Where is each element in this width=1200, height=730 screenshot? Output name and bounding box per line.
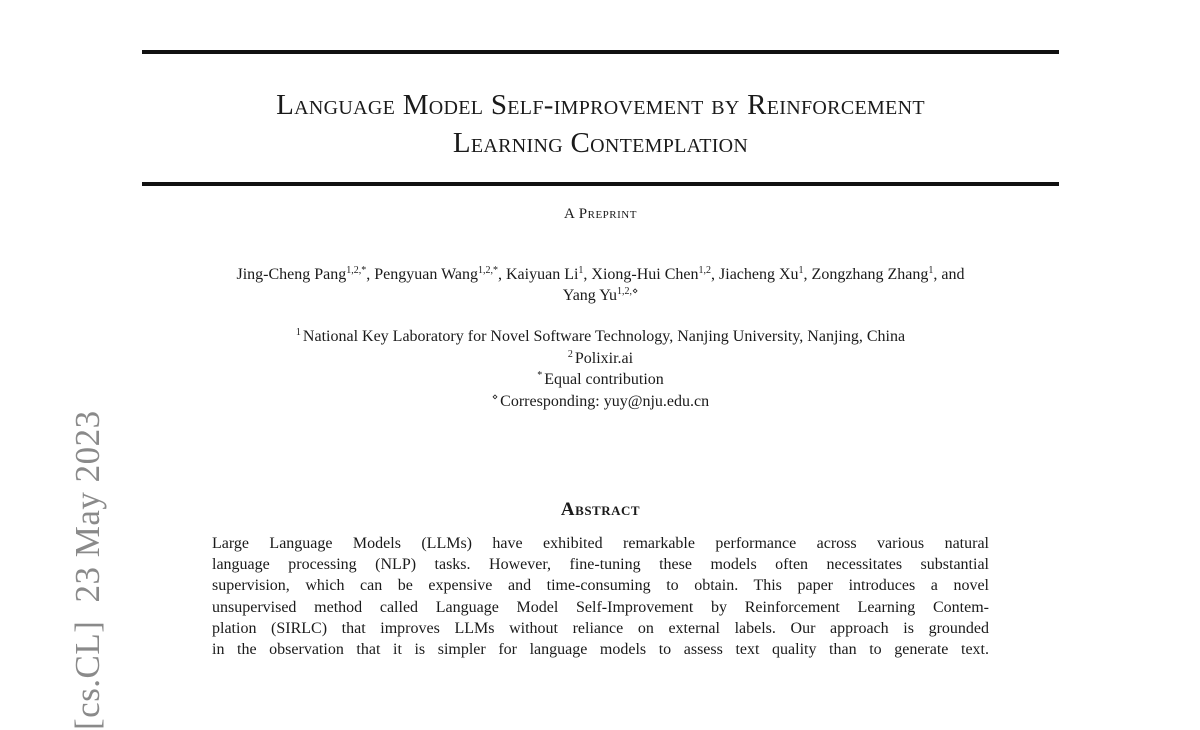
affiliation-text: Equal contribution: [544, 371, 664, 388]
author: [812, 266, 965, 283]
arxiv-stamp-text: [68, 392, 108, 730]
author-name: Zongzhang Zhang: [811, 266, 929, 283]
abstract-line: plation (SIRLC) that improves LLMs without reliance on external labels. Our approach is grounded: [212, 619, 989, 637]
author-name: Jing-Cheng Pang: [236, 266, 347, 283]
paper-title-line-2: Learning Contemplation: [452, 127, 749, 159]
arxiv-side-stamp: [30, 300, 107, 730]
affiliation-mark: 2: [567, 348, 573, 360]
arxiv-category: [cs.CL]: [68, 620, 107, 730]
author-marks: 1,2,⋄: [616, 286, 639, 297]
paper-title-line-1: Language Model Self-improvement by Reinforcement: [276, 89, 925, 121]
affiliation-text: National Key Laboratory for Novel Software Technology, Nanjing University, Nanjing, China: [302, 328, 906, 345]
author-marks: 1: [928, 265, 934, 276]
author: [236, 266, 374, 283]
affiliation: [142, 326, 1059, 348]
author-separator: , and: [933, 266, 965, 283]
author-separator: ,: [803, 266, 812, 283]
author: [374, 266, 506, 283]
affiliation-list: [142, 326, 1059, 412]
author-separator: ,: [711, 266, 720, 283]
author-name: Pengyuan Wang: [374, 266, 478, 283]
affiliation: [142, 391, 1059, 413]
author: [563, 287, 639, 304]
affiliation: [142, 348, 1059, 370]
author-marks: 1: [798, 265, 804, 276]
affiliation-mark: 1: [295, 327, 301, 338]
affiliation: [142, 369, 1059, 391]
abstract-line: unsupervised method called Language Model Self-Improvement by Reinforcement Learning Contem-: [212, 598, 989, 616]
author-name: Xiong-Hui Chen: [591, 266, 699, 283]
paper-title: [142, 86, 1059, 162]
author-marks: 1,2,*: [346, 265, 367, 276]
affiliation-mark: ⋄: [491, 391, 499, 403]
affiliation-mark: *: [537, 370, 543, 381]
abstract-line: Large Language Models (LLMs) have exhibited remarkable performance across various natural: [212, 535, 989, 552]
author-separator: ,: [366, 266, 375, 283]
author-marks: 1,2,*: [477, 265, 498, 276]
preprint-label: A Preprint: [564, 206, 637, 222]
author-marks: 1,2: [698, 265, 712, 276]
author: [591, 266, 719, 283]
author: [719, 266, 812, 283]
affiliation-text: Corresponding: yuy@nju.edu.cn: [500, 392, 710, 410]
author-separator: ,: [497, 266, 506, 283]
abstract-line: in the observation that it is simpler for language models to assess text quality than to generate text.: [212, 641, 989, 659]
abstract-line: supervision, which can be expensive and time-consuming to obtain. This paper introduces a novel: [212, 577, 989, 595]
abstract-body: [212, 533, 989, 660]
author-name: Kaiyuan Li: [505, 266, 579, 283]
author-separator: ,: [583, 266, 592, 283]
abstract-heading: Abstract: [560, 499, 641, 520]
author-marks: 1: [578, 265, 584, 276]
author-list: [142, 264, 1059, 306]
title-rule-bottom: [142, 182, 1059, 186]
author: [506, 266, 591, 283]
title-rule-top: [142, 50, 1059, 54]
author-name: Jiacheng Xu: [719, 266, 799, 283]
arxiv-date: 23 May 2023: [68, 410, 107, 603]
affiliation-text: Polixir.ai: [574, 349, 634, 367]
author-name: Yang Yu: [562, 287, 617, 304]
abstract-line: language processing (NLP) tasks. However, fine-tuning these models often necessitates substantial: [212, 556, 989, 574]
